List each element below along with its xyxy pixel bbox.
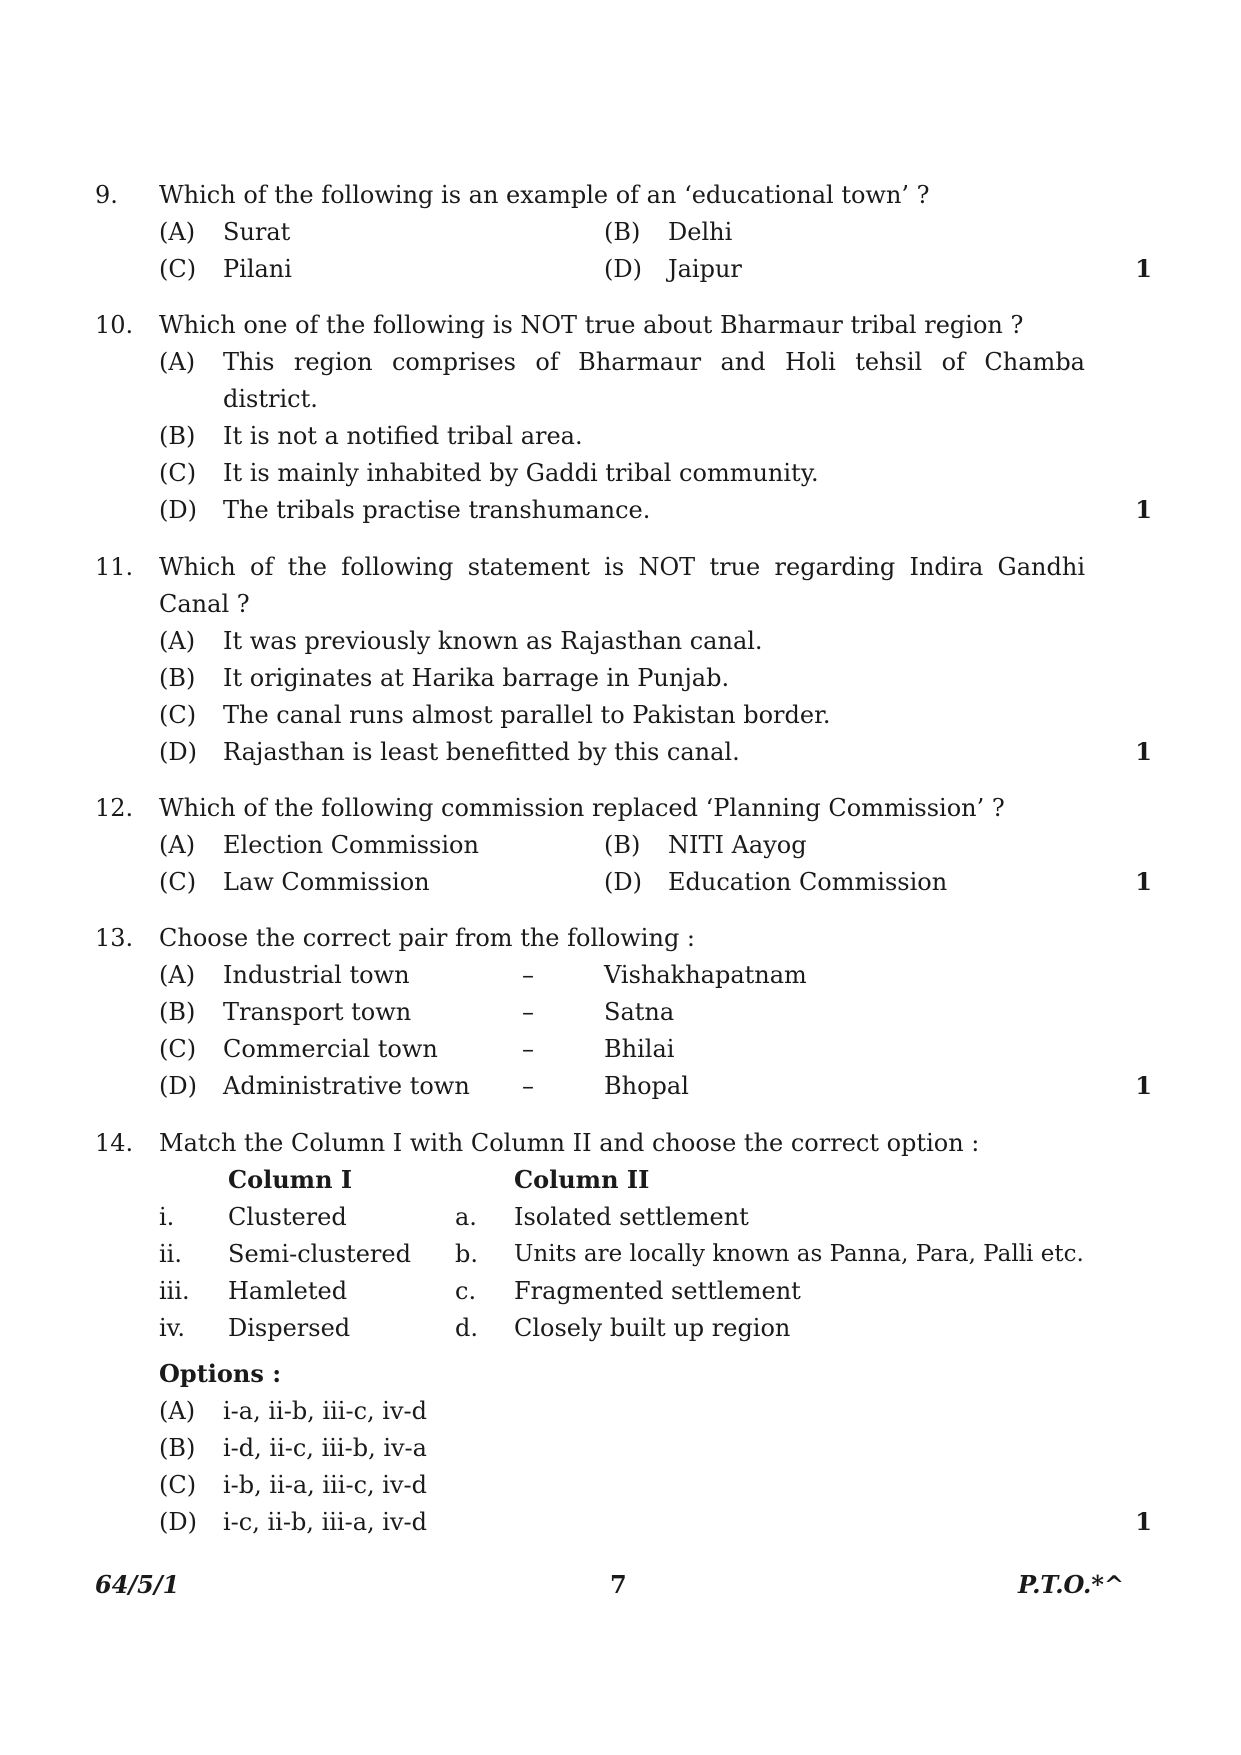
row-number: ii.	[159, 1240, 182, 1268]
option-text: It is mainly inhabited by Gaddi tribal community.	[223, 459, 819, 487]
option-label: (B)	[604, 218, 641, 246]
marks: 1	[1135, 254, 1152, 283]
option-label: (B)	[159, 664, 196, 692]
marks: 1	[1135, 495, 1152, 524]
option-text: It is not a notified tribal area.	[223, 422, 583, 450]
option-label: (D)	[604, 255, 642, 283]
option-label: (B)	[159, 998, 196, 1026]
question-stem: Choose the correct pair from the following :	[159, 924, 696, 952]
column-1-item: Dispersed	[228, 1314, 351, 1342]
row-letter: d.	[455, 1314, 478, 1342]
marks: 1	[1135, 1071, 1152, 1100]
question-stem: Match the Column I with Column II and choose the correct option :	[159, 1129, 980, 1157]
question-stem: Which one of the following is NOT true about Bharmaur tribal region ?	[159, 311, 1024, 339]
pair-dash: –	[522, 961, 534, 989]
marks: 1	[1135, 737, 1152, 766]
pto-label: P.T.O.*^	[1018, 1570, 1125, 1599]
option-label: (C)	[159, 701, 197, 729]
pair-dash: –	[522, 1035, 534, 1063]
option-text: NITI Aayog	[668, 831, 807, 859]
options-heading: Options :	[159, 1359, 282, 1388]
option-text: Law Commission	[223, 868, 430, 896]
option-text: i-c, ii-b, iii-a, iv-d	[223, 1508, 427, 1536]
option-text: i-a, ii-b, iii-c, iv-d	[223, 1397, 427, 1425]
option-label: (D)	[159, 1072, 197, 1100]
option-text: Jaipur	[668, 255, 742, 283]
pair-right: Vishakhapatnam	[604, 961, 807, 989]
column-1-item: Semi-clustered	[228, 1240, 411, 1268]
option-label: (C)	[159, 255, 197, 283]
column-2-header: Column II	[514, 1165, 650, 1194]
column-2-item: Units are locally known as Panna, Para, Palli etc.	[514, 1241, 1084, 1267]
option-label: (A)	[159, 218, 196, 246]
option-text: The tribals practise transhumance.	[223, 496, 651, 524]
option-text-continued: district.	[223, 385, 318, 413]
paper-code: 64/5/1	[95, 1570, 180, 1599]
option-text: The canal runs almost parallel to Pakistan border.	[223, 701, 831, 729]
page-number: 7	[610, 1570, 627, 1599]
column-2-item: Fragmented settlement	[514, 1277, 801, 1305]
row-letter: a.	[455, 1203, 477, 1231]
row-number: iii.	[159, 1277, 190, 1305]
column-2-item: Closely built up region	[514, 1314, 791, 1342]
question-stem: Which of the following commission replaced ‘Planning Commission’ ?	[159, 794, 1005, 822]
pair-dash: –	[522, 998, 534, 1026]
pair-left: Industrial town	[223, 961, 410, 989]
pair-left: Transport town	[223, 998, 412, 1026]
column-1-item: Hamleted	[228, 1277, 348, 1305]
row-number: i.	[159, 1203, 175, 1231]
pair-right: Bhilai	[604, 1035, 675, 1063]
option-label: (A)	[159, 1397, 196, 1425]
option-text: Education Commission	[668, 868, 948, 896]
row-letter: b.	[455, 1240, 478, 1268]
option-label: (D)	[159, 496, 197, 524]
option-text: Surat	[223, 218, 291, 246]
option-text: Election Commission	[223, 831, 479, 859]
option-label: (D)	[159, 1508, 197, 1536]
option-label: (A)	[159, 961, 196, 989]
option-text: Pilani	[223, 255, 292, 283]
option-label: (A)	[159, 627, 196, 655]
question-stem: Which of the following statement is NOT true regarding Indira Gandhi	[159, 553, 1085, 581]
marks: 1	[1135, 1507, 1152, 1536]
option-text: It originates at Harika barrage in Punjab.	[223, 664, 730, 692]
option-text: i-b, ii-a, iii-c, iv-d	[223, 1471, 427, 1499]
option-label: (C)	[159, 868, 197, 896]
option-label: (B)	[159, 1434, 196, 1462]
question-number: 13.	[95, 924, 134, 952]
option-label: (C)	[159, 459, 197, 487]
pair-dash: –	[522, 1072, 534, 1100]
question-number: 12.	[95, 794, 134, 822]
row-number: iv.	[159, 1314, 186, 1342]
question-number: 11.	[95, 553, 134, 581]
column-1-header: Column I	[228, 1165, 353, 1194]
column-2-item: Isolated settlement	[514, 1203, 749, 1231]
question-number: 10.	[95, 311, 134, 339]
pair-left: Administrative town	[223, 1072, 470, 1100]
option-text: This region comprises of Bharmaur and Holi tehsil of Chamba	[223, 348, 1085, 376]
question-number: 9.	[95, 181, 118, 209]
question-stem-continued: Canal ?	[159, 590, 250, 618]
pair-right: Bhopal	[604, 1072, 689, 1100]
option-label: (A)	[159, 831, 196, 859]
option-text: i-d, ii-c, iii-b, iv-a	[223, 1434, 427, 1462]
option-label: (B)	[604, 831, 641, 859]
option-label: (C)	[159, 1471, 197, 1499]
option-label: (B)	[159, 422, 196, 450]
option-text: Rajasthan is least benefitted by this canal.	[223, 738, 740, 766]
question-stem: Which of the following is an example of an ‘educational town’ ?	[159, 181, 930, 209]
column-1-item: Clustered	[228, 1203, 347, 1231]
option-text: It was previously known as Rajasthan canal.	[223, 627, 763, 655]
option-label: (D)	[159, 738, 197, 766]
marks: 1	[1135, 867, 1152, 896]
option-label: (A)	[159, 348, 196, 376]
pair-left: Commercial town	[223, 1035, 438, 1063]
option-text: Delhi	[668, 218, 733, 246]
row-letter: c.	[455, 1277, 477, 1305]
question-number: 14.	[95, 1129, 134, 1157]
option-label: (C)	[159, 1035, 197, 1063]
option-label: (D)	[604, 868, 642, 896]
pair-right: Satna	[604, 998, 675, 1026]
